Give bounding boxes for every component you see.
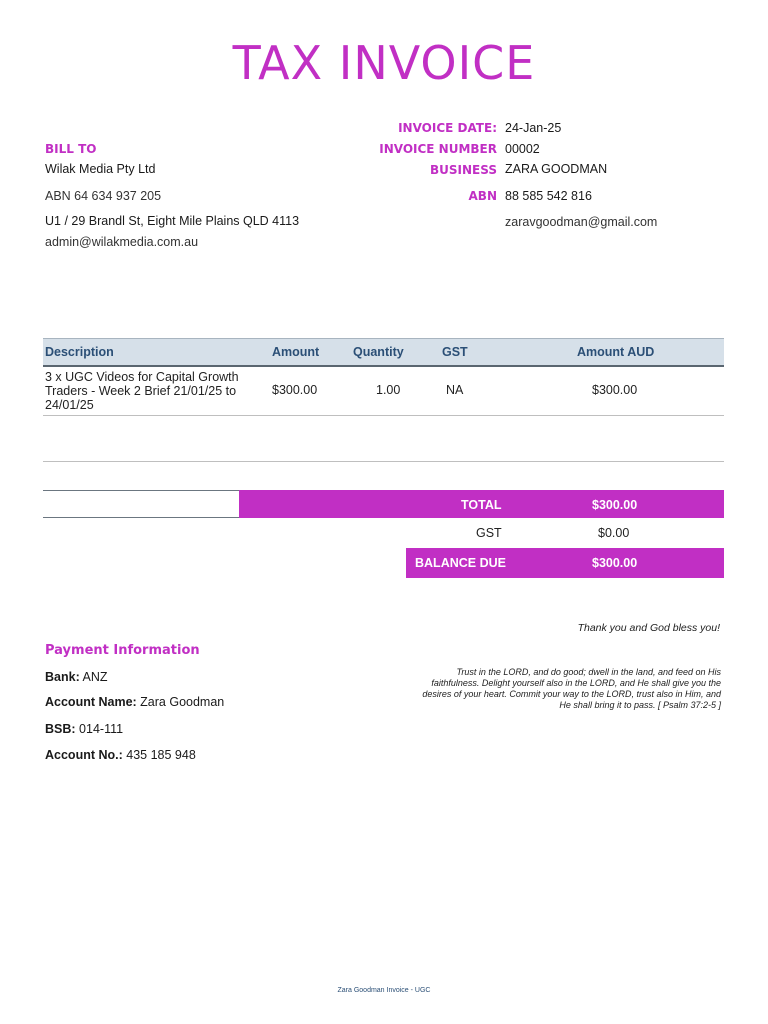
business-email: zaravgoodman@gmail.com — [505, 215, 658, 229]
row-quantity: 1.00 — [376, 383, 401, 397]
balance-due-value: $300.00 — [592, 556, 638, 570]
header-gst: GST — [442, 345, 468, 359]
abn-label: ABN — [468, 189, 497, 203]
page-footer: Zara Goodman Invoice - UGC — [337, 987, 431, 994]
row-description-line: 24/01/25 — [45, 398, 94, 412]
bill-to-address: U1 / 29 Brandl St, Eight Mile Plains QLD 4113 — [45, 214, 300, 228]
table-header — [43, 338, 724, 367]
invoice-title: TAX INVOICE — [232, 36, 536, 90]
total-value: $300.00 — [592, 498, 638, 512]
bsb-label: BSB: — [45, 722, 76, 736]
bill-to-company: Wilak Media Pty Ltd — [45, 162, 156, 176]
bank-label: Bank: — [45, 670, 80, 684]
table-row — [45, 370, 245, 412]
psalm-line: faithfulness. Delight yourself also in the LORD, and He shall give you the — [431, 678, 721, 688]
account-number-label: Account No.: — [45, 748, 123, 762]
payment-bsb — [45, 722, 123, 736]
account-name-value: Zara Goodman — [140, 695, 225, 709]
header-description: Description — [45, 345, 114, 359]
header-amount-aud: Amount AUD — [577, 345, 655, 359]
bsb-value: 014-111 — [79, 722, 124, 736]
payment-account-number — [45, 748, 196, 762]
balance-due-bar — [406, 548, 724, 578]
bill-to-abn: ABN 64 634 937 205 — [45, 189, 162, 203]
row-amount: $300.00 — [272, 383, 318, 397]
row-description-line: Traders - Week 2 Brief 21/01/25 to — [45, 384, 237, 398]
business-label: BUSINESS — [430, 163, 497, 177]
invoice-number-value: 00002 — [505, 142, 540, 156]
gst-label: GST — [476, 526, 502, 540]
abn-value: 88 585 542 816 — [505, 189, 592, 203]
row-gst: NA — [446, 383, 464, 397]
row-description-line: 3 x UGC Videos for Capital Growth — [45, 370, 239, 384]
account-name-label: Account Name: — [45, 695, 137, 709]
row-amount-aud: $300.00 — [592, 383, 638, 397]
bank-value: ANZ — [82, 670, 108, 684]
invoice-number-label: INVOICE NUMBER — [379, 142, 497, 156]
payment-heading: Payment Information — [45, 643, 200, 658]
account-number-value: 435 185 948 — [126, 748, 196, 762]
row-divider — [43, 415, 724, 416]
gst-value: $0.00 — [598, 526, 630, 540]
payment-account-name — [45, 695, 224, 709]
psalm-quote — [380, 667, 721, 711]
balance-due-label: BALANCE DUE — [415, 556, 506, 570]
header-quantity: Quantity — [353, 345, 404, 359]
header-amount: Amount — [272, 345, 320, 359]
payment-bank — [45, 670, 108, 684]
invoice-date-value: 24-Jan-25 — [505, 121, 562, 135]
psalm-line: He shall bring it to pass. [ Psalm 37:2-5 ] — [559, 700, 721, 710]
psalm-line: desires of your heart. Commit your way to the LORD, trust also in Him, and — [422, 689, 721, 699]
totals-spacer — [43, 490, 239, 518]
thank-you-note: Thank you and God bless you! — [577, 622, 720, 634]
bill-to-label: BILL TO — [45, 142, 97, 156]
total-bar — [239, 490, 724, 518]
total-label: TOTAL — [461, 498, 502, 512]
psalm-line: Trust in the LORD, and do good; dwell in the land, and feed on His — [456, 667, 721, 677]
row-divider — [43, 461, 724, 462]
business-value: ZARA GOODMAN — [505, 162, 608, 176]
bill-to-email: admin@wilakmedia.com.au — [45, 235, 199, 249]
invoice-date-label: INVOICE DATE: — [398, 121, 497, 135]
